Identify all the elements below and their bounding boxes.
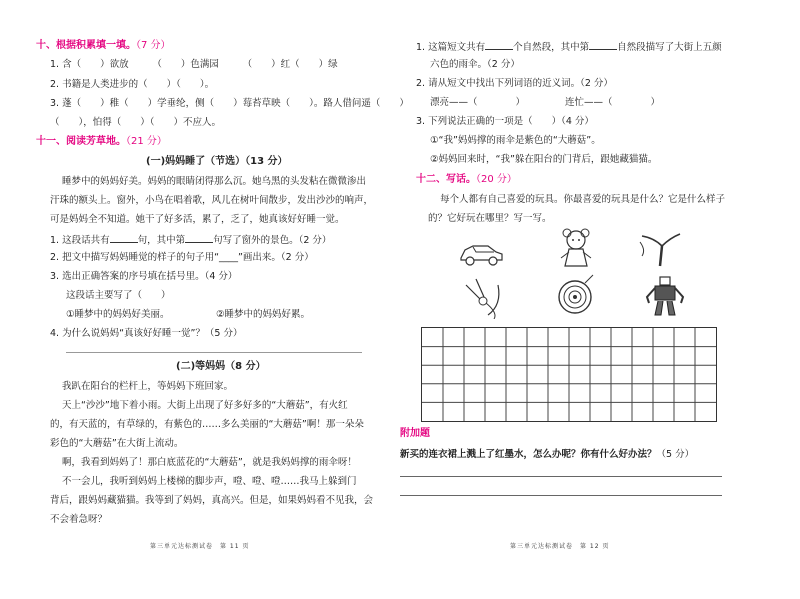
blank-line[interactable] (110, 233, 138, 243)
page-footer: 第三单元达标测试卷 第 11 页 (150, 543, 250, 550)
question-10-3-cont: （ ），怕得（ ）（ ）不应人。 (50, 117, 222, 128)
passage-2-line: 的，有天蓝的，有草绿的，有紫色的……多么美丽的“大蘑菇”啊！那一朵朵 (50, 419, 364, 430)
writing-grid-lines (422, 328, 716, 421)
passage-2-line: 彩色的“大蘑菇”在大街上流动。 (50, 438, 184, 449)
passage-1-title: (一)妈妈睡了（节选）（13 分） (146, 156, 288, 167)
question-text: 句写了窗外的景色。（2 分） (213, 235, 332, 246)
extra-question (400, 449, 694, 461)
question-text: 1. 这段话共有 (50, 235, 110, 246)
writing-grid[interactable] (421, 327, 717, 422)
page-footer: 第三单元达标测试卷 第 12 页 (510, 543, 610, 550)
question-10-3: 3. 蓬（ ）稚（ ）学垂纶，侧（ ）莓苔草映（ ）。路人借问遥（ ） (50, 98, 409, 109)
passage-2-line: 天上“沙沙”地下着小雨。大街上出现了好多好多的“大蘑菇”，有火红 (62, 400, 348, 411)
passage-1-question-3: 3. 选出正确答案的序号填在括号里。（4 分） (50, 271, 238, 282)
section-title: 十、根据积累填一填。 (36, 40, 136, 51)
passage-1-question-1 (50, 233, 331, 247)
answer-line[interactable] (66, 352, 362, 353)
yoyo-icon (553, 273, 599, 313)
passage-1-line: 睡梦中的妈妈好美。妈妈的眼睛闭得那么沉。她乌黑的头发粘在微微渗出 (62, 176, 367, 187)
passage-2-line: 不会着急呀？ (50, 514, 108, 525)
writing-prompt: 每个人都有自己喜爱的玩具。你最喜爱的玩具是什么？它是什么样子 (440, 194, 726, 205)
question-text: 句，其中第 (137, 235, 186, 246)
question-10-1: 1. 含（ ）欲放 （ ）色满园 （ ）红（ ）绿 (50, 59, 338, 70)
blank-line[interactable] (485, 40, 513, 50)
question-2: 2. 请从短文中找出下列词语的近义词。（2 分） (416, 78, 613, 89)
answer-line[interactable] (400, 495, 722, 496)
section-points: （7 分） (136, 40, 171, 51)
section-points: （21 分） (126, 136, 167, 147)
doll-icon (553, 228, 599, 268)
question-10-2: 2. 书籍是人类进步的（ ）（ ）。 (50, 79, 215, 90)
option-1: ①“我”妈妈撑的雨伞是紫色的“大蘑菇”。 (430, 135, 601, 146)
passage-2-title: (二)等妈妈（8 分） (176, 361, 266, 372)
option-1: ①睡梦中的妈妈好美丽。 (66, 309, 170, 320)
synonym-1: 漂亮——（ ） (430, 97, 526, 108)
passage-1-question-4: 4. 为什么说妈妈“真该好好睡一觉”？（5 分） (50, 328, 243, 339)
question-3: 3. 下列说法正确的一项是（ ）（4 分） (416, 116, 594, 127)
section-12-heading (416, 174, 517, 186)
answer-line[interactable] (400, 476, 722, 477)
shuttlecock-icon (458, 275, 504, 315)
section-11-heading (36, 136, 167, 148)
option-2: ②妈妈回来时，“我”躲在阳台的门背后，跟她藏猫猫。 (430, 154, 658, 165)
section-title: 十二、写话。 (416, 174, 476, 185)
question-points: （5 分） (656, 449, 695, 460)
slingshot-icon (636, 228, 682, 268)
question-text: 新买的连衣裙上溅上了红墨水，怎么办呢？你有什么好办法？ (400, 449, 657, 460)
extra-heading: 附加题 (400, 428, 430, 439)
section-title: 十一、阅读芳草地。 (36, 136, 126, 147)
question-text: 自然段描写了大街上五颜 (617, 42, 722, 53)
section-10-heading (36, 40, 171, 52)
passage-2-line: 啊，我看到妈妈了！那白底蓝花的“大蘑菇”，就是我妈妈撑的雨伞呀！ (62, 457, 357, 468)
question-1 (416, 40, 722, 54)
question-text: 个自然段，其中第 (513, 42, 590, 53)
passage-1-question-2: 2. 把文中描写妈妈睡觉的样子的句子用“____”画出来。（2 分） (50, 252, 314, 263)
question-text: 1. 这篇短文共有 (416, 42, 486, 53)
passage-2-line: 我趴在阳台的栏杆上，等妈妈下班回家。 (62, 381, 234, 392)
passage-1-line: 可是妈妈全不知道。她干了好多活，累了，乏了，她真该好好睡一觉。 (50, 214, 345, 225)
robot-icon (643, 273, 689, 313)
writing-prompt: 的？它好玩在哪里？写一写。 (428, 213, 552, 224)
car-icon (458, 232, 504, 272)
synonym-2: 连忙——（ ） (565, 97, 661, 108)
option-2: ②睡梦中的妈妈好累。 (216, 309, 311, 320)
section-points: （20 分） (476, 174, 517, 185)
passage-2-line: 背后，跟妈妈藏猫猫。我等到了妈妈，真高兴。但是，如果妈妈看不见我，会 (50, 495, 374, 506)
passage-2-line: 不一会儿，我听到妈妈上楼梯的脚步声，噔、噔、噔……我马上躲到门 (62, 476, 357, 487)
passage-1-question-3-prompt: 这段话主要写了（ ） (66, 290, 171, 301)
question-1-cont: 六色的雨伞。（2 分） (430, 59, 520, 70)
passage-1-line: 汗珠的额头上。窗外，小鸟在唱着歌，风儿在树叶间散步，发出沙沙的响声， (50, 195, 374, 206)
blank-line[interactable] (185, 233, 213, 243)
blank-line[interactable] (589, 40, 617, 50)
